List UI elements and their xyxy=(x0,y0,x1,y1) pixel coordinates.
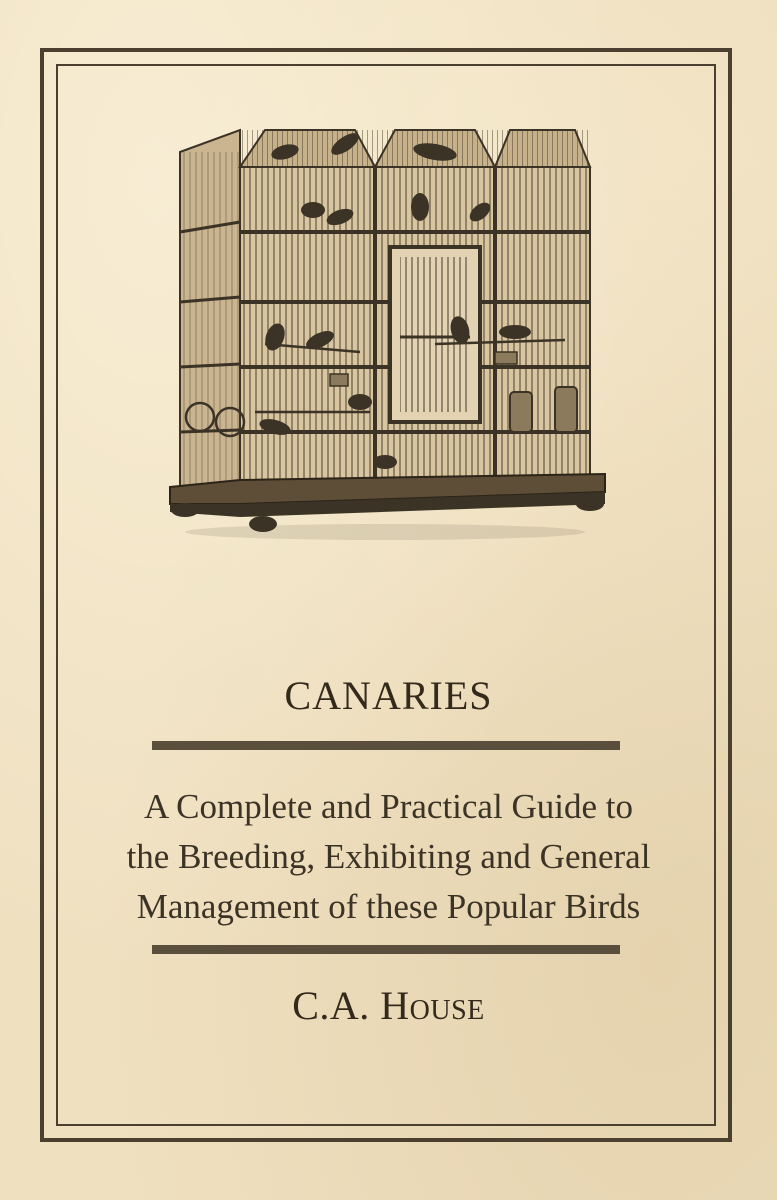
subtitle-line: Management of these Popular Birds xyxy=(136,887,641,926)
subtitle-divider xyxy=(152,945,620,954)
book-author: C.A. House xyxy=(292,983,485,1028)
title-divider xyxy=(152,741,620,750)
subtitle-line: A Complete and Practical Guide to xyxy=(144,787,633,826)
subtitle-line: the Breeding, Exhibiting and General xyxy=(126,837,651,876)
book-subtitle xyxy=(80,782,697,932)
book-title: CANARIES xyxy=(284,673,493,718)
birdcage-illustration xyxy=(145,112,615,552)
